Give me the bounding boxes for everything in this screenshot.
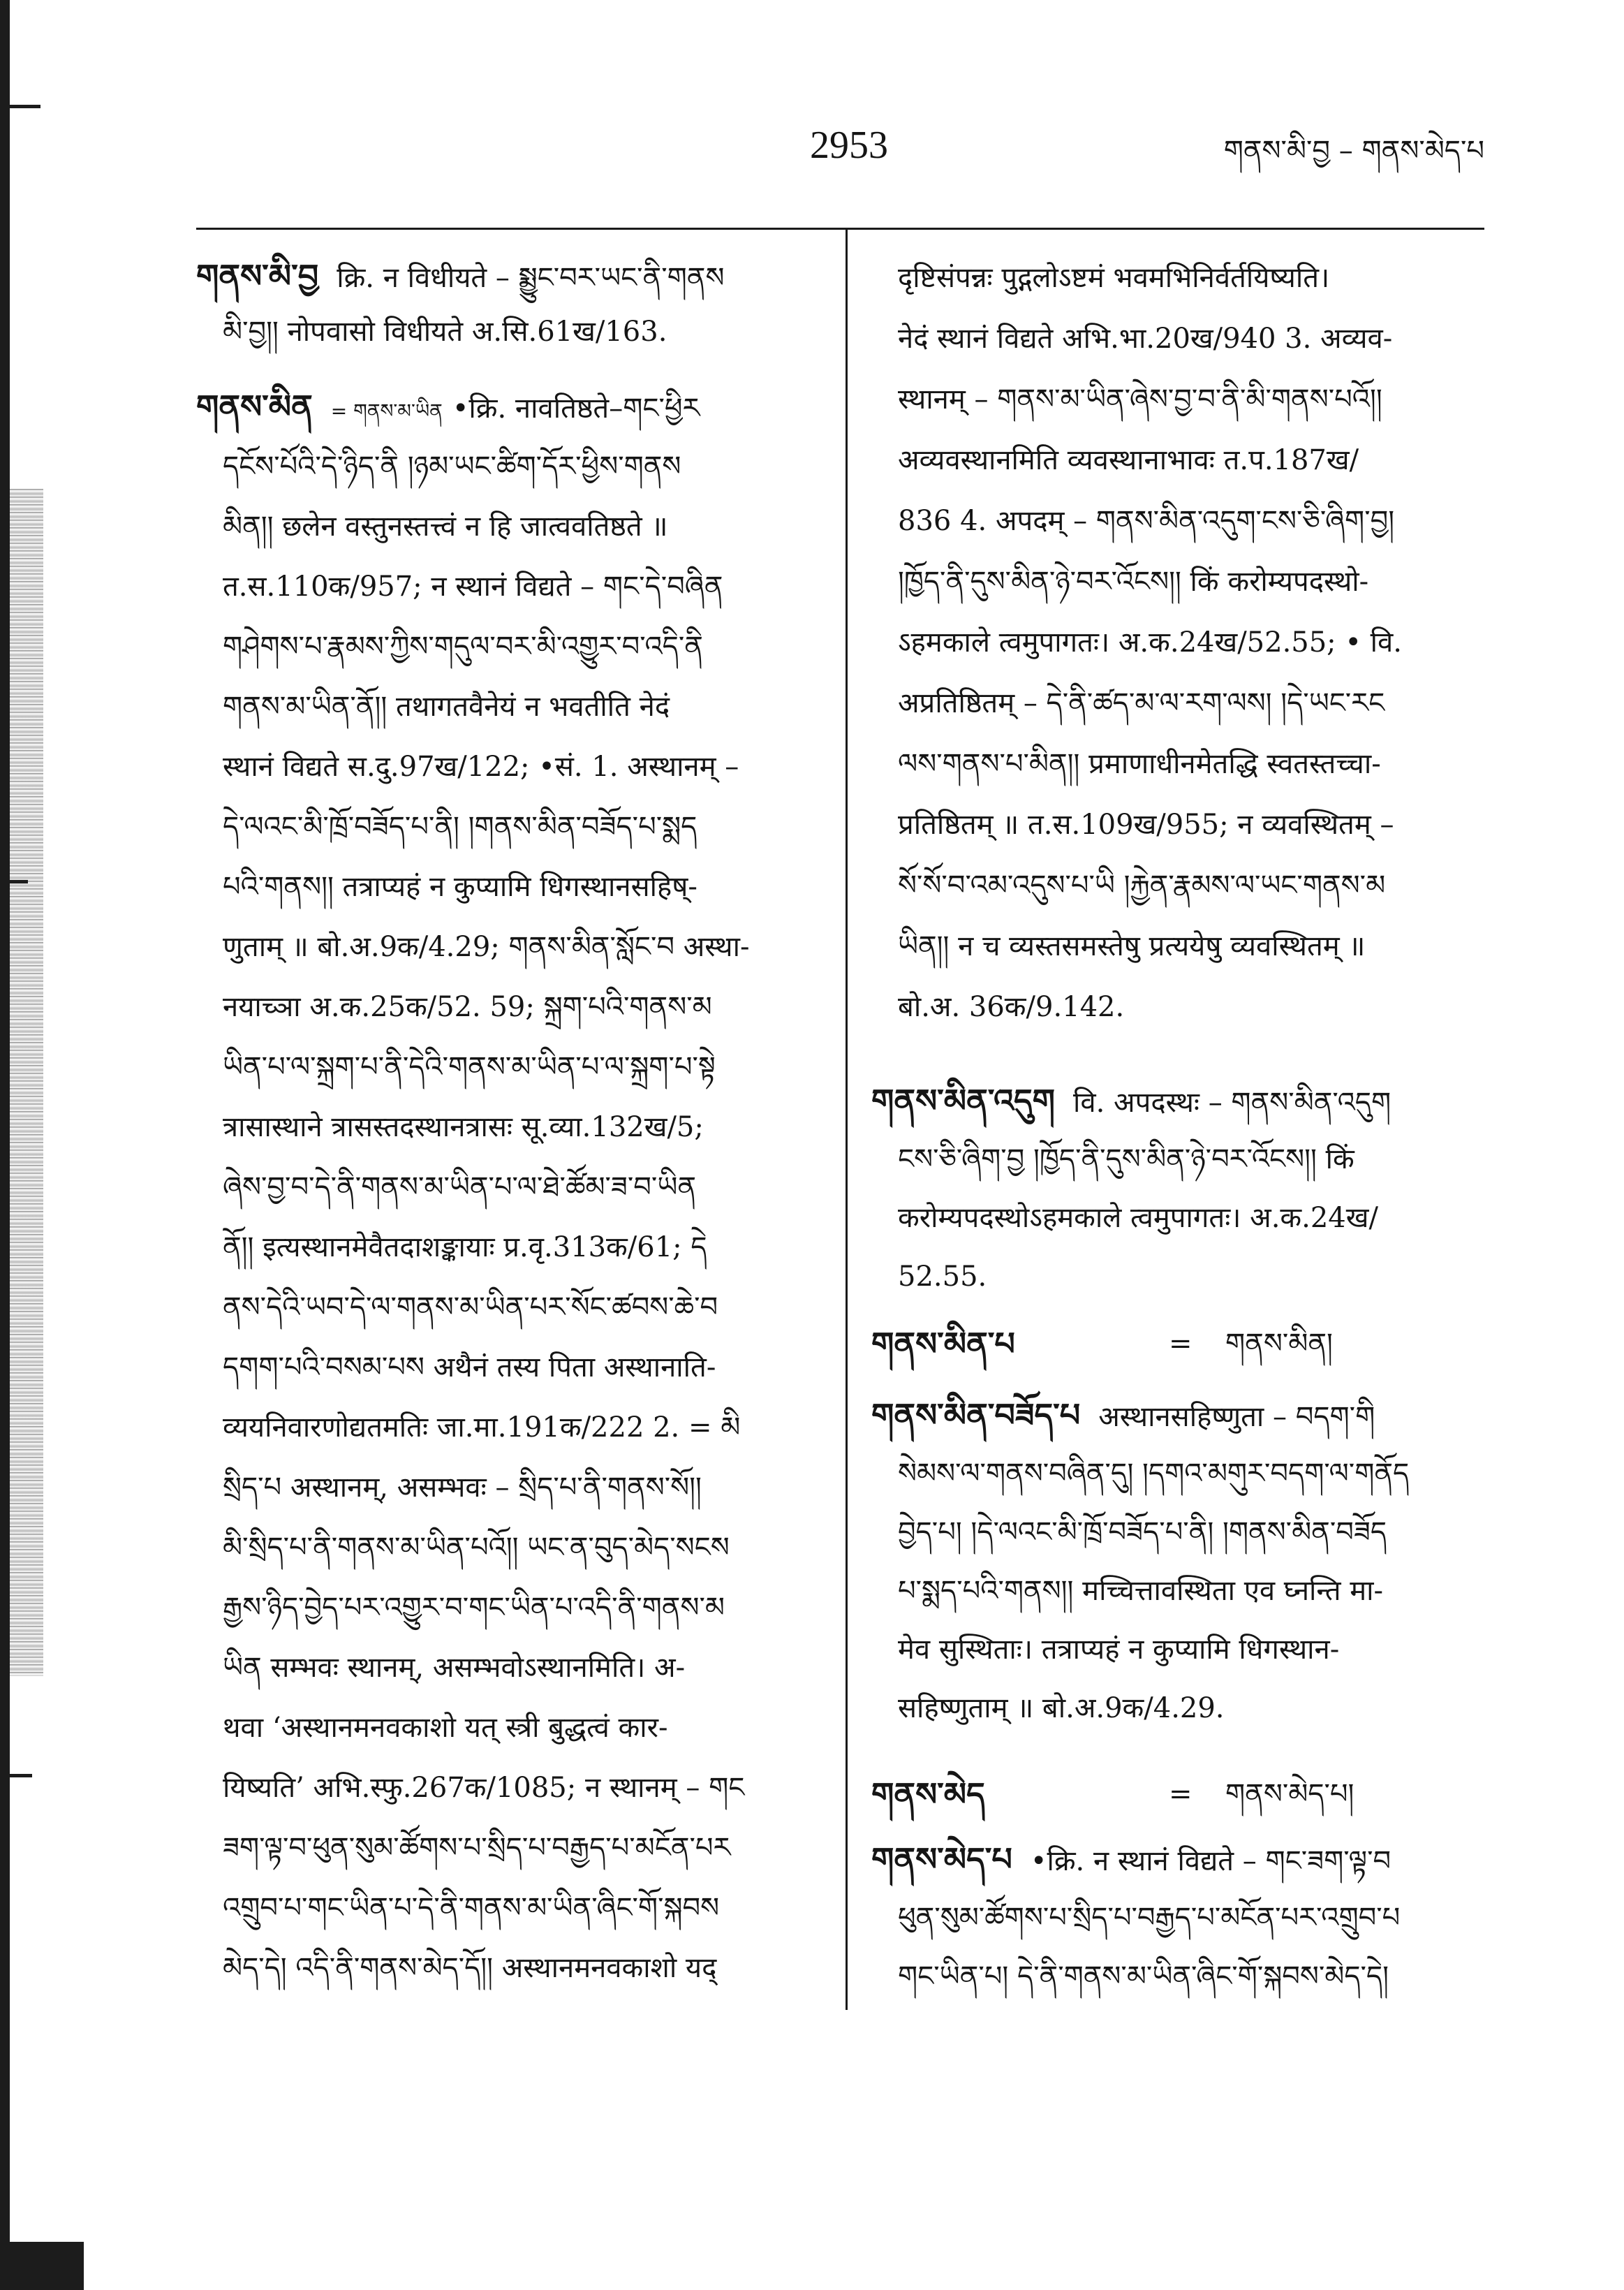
headword: གནས་མིན [196,388,313,425]
entry-line: मेव सुस्थिताः। तत्राप्यहं न कुप्यामि धिगस्थान- [898,1634,1340,1666]
scan-tick [0,880,28,883]
left-column [196,248,828,1998]
entry-continuation [871,248,1486,1038]
synonym-note: = གནས་མ་ཡིན [330,399,443,423]
definition-text: •क्रि. नावतिष्ठते–གང་ཕྱིར [452,392,700,425]
dictionary-entry [871,1830,1486,2006]
entry-line: सहिष्णुताम् ॥ बो.अ.9क/4.29. [898,1692,1225,1724]
dictionary-entry [871,1071,1486,1306]
entry-line: ལས་གནས་པ་མིན།། प्रमाणाधीनमेतद्धि स्वतस्तच्चा- [898,748,1381,780]
entry-line: ཡིན།། न च व्यस्तसमस्तेषु प्रत्ययेषु व्यवस्थितम् ॥ [898,930,1366,962]
headword: གནས་མེད་པ [871,1840,1012,1878]
entry-line: པའི་གནས།། तत्राप्यहं न कुप्यामि धिगस्थानसहिष्- [223,871,697,903]
entry-line: करोम्यपदस्थोऽहमकाले त्वमुपागतः। अ.क.24ख/ [898,1202,1378,1234]
entry-first-line [871,1830,1486,1888]
entry-line: त.स.110क/957; न स्थानं विद्यते – གང་དེ་བཞིན [223,571,723,603]
guide-words: གནས་མི་བྱ – གནས་མེད་པ [1223,135,1484,167]
entry-line: 836 4. अपदम् – གནས་མིན་འདུག་ངས་ཅི་ཞིག་བྱ། [898,505,1395,537]
entry-first-line [871,1386,1486,1444]
entry-line: ऽहमकाले त्वमुपागतः। अ.क.24ख/52.55; • वि. [898,626,1403,659]
dictionary-entry [196,248,828,360]
entry-line: ཞེས་བྱ་བ་དེ་ནི་གནས་མ་ཡིན་པ་ལ་ཐེ་ཚོམ་ཟ་བ་ཡིན [223,1171,696,1203]
entry-line: ཡིན सम्भवः स्थानम्, असम्भवोऽस्थानमिति। अ- [223,1652,686,1684]
entry-line: ངས་ཅི་ཞིག་བྱ །ཁྱོད་ནི་དུས་མིན་ཉེ་བར་འོངས།། किं [898,1143,1354,1175]
entry-line: बो.अ. 36क/9.142. [898,991,1125,1023]
headword: གནས་མིན་བཟོད་པ [871,1396,1081,1434]
entry-line: བྱེད་པ། །དེ་ལའང་མི་ཁྲོ་བཟོད་པ་ནི། །གནས་མིན་བཟོད [898,1516,1387,1548]
cross-reference [871,1314,1486,1373]
header-rule [196,228,1484,230]
entry-line: དེ་ལའང་མི་ཁྲོ་བཟོད་པ་ནི། །གནས་མིན་བཟོད་པ་སྨད [223,811,697,843]
scan-edge [0,0,10,2290]
entry-first-line [196,248,828,304]
entry-line: ཡིན་པ་ལ་སྐྲག་པ་ནི་དེའི་གནས་མ་ཡིན་པ་ལ་སྐྲག་པ་སྟེ [223,1051,716,1083]
entry-line: སེམས་ལ་གནས་བཞིན་དུ། །དགའ་མགུར་བདག་ལ་གནོད [898,1458,1410,1490]
equals-sign: = [1169,1328,1193,1360]
entry-line: འགྲུབ་པ་གང་ཡིན་པ་དེ་ནི་གནས་མ་ཡིན་ཞིང་གོ་སྐབས [223,1892,720,1924]
dictionary-entry [871,1386,1486,1738]
entry-line: नयाच्ञा अ.क.25क/52. 59; སྐྲག་པའི་གནས་མ [223,991,712,1023]
entry-line: प्रतिष्ठितम् ॥ त.स.109ख/955; न व्यवस्थितम् – [898,809,1394,841]
definition-text: क्रि. न विधीयते – སྨྱུང་བར་ཡང་ནི་གནས [337,262,725,294]
entry-line: थवा ‘अस्थानमनवकाशो यत् स्त्री बुद्धत्वं कार- [223,1712,668,1744]
entry-line: གཤེགས་པ་རྣམས་ཀྱིས་གདུལ་བར་མི་འགྱུར་བ་འདི་ནི [223,631,703,663]
entry-line: གནས་མ་ཡིན་ནོ།། तथागतवैनेयं न भवतीति नेदं [223,691,670,723]
entry-line: 52.55. [898,1261,987,1293]
headword: གནས་མིན་པ [871,1325,1015,1363]
headword: གནས་མིན་འདུག [871,1082,1056,1120]
see-target: གནས་མིན། [1225,1328,1333,1360]
entry-first-line [871,1071,1486,1130]
entry-line: अप्रतिष्ठितम् – དེ་ནི་ཚད་མ་ལ་རག་ལས། །དེ་ཡང་རང [898,687,1385,719]
definition-text: अस्थानसहिष्णुता – བདག་གི [1098,1401,1375,1433]
entry-line: མིན།། छलेन वस्तुनस्तत्त्वं न हि जात्ववतिष्ठते ॥ [223,511,668,543]
scan-speckle [10,489,43,1676]
entry-line: མེད་དེ། འདི་ནི་གནས་མེད་དོ།། अस्थानमनवकाशो यद् [223,1952,717,1984]
entry-line: གང་ཡིན་པ། དེ་ནི་གནས་མ་ཡིན་ཞིང་གོ་སྐབས་མེད་དེ། [898,1960,1389,1992]
entry-line: རྒྱས་ཉིད་བྱེད་པར་འགྱུར་བ་གང་ཡིན་པ་འདི་ནི་གནས་མ [223,1592,725,1624]
entry-line: མི་སྲིད་པ་ནི་གནས་མ་ཡིན་པའོ།། ཡང་ན་བུད་མེད་སངས [223,1532,730,1564]
entry-line: ནོ།། इत्यस्थानमेवैतदाशङ्कायाः प्र.वृ.313क/61; དེ [223,1231,707,1263]
headword: གནས་མེད [871,1775,985,1813]
entry-line: णुताम् ॥ बो.अ.9क/4.29; གནས་མིན་སློང་བ अस्था- [223,931,750,963]
equals-sign: = [1169,1778,1193,1810]
scan-tick [0,105,40,108]
entry-line: दृष्टिसंपन्नः पुद्गलोऽष्टमं भवमभिनिर्वर्तयिष्यति। [898,262,1330,294]
column-divider [846,228,848,2010]
entry-line: དངོས་པོའི་དེ་ཉིད་ནི །ཉམ་ཡང་ཚིག་དོར་ཕྱིས་གནས [223,450,681,483]
entry-line: པ་སྨད་པའི་གནས།། मच्चित्तावस्थिता एव घ्नन्ति मा- [898,1575,1384,1607]
dictionary-entry [196,376,828,1998]
entry-line: अव्यवस्थानमिति व्यवस्थानाभावः त.प.187ख/ [898,444,1359,476]
entry-line: स्थानम् – གནས་མ་ཡིན་ཞེས་བྱ་བ་ནི་མི་གནས་པའོ།། [898,383,1382,416]
scan-blob [0,2242,84,2290]
headword: གནས་མི་བྱ [196,257,319,295]
entry-first-line [196,376,828,436]
definition-text: •क्रि. न स्थानं विद्यते – གང་ཟག་ལྟ་བ [1030,1845,1392,1877]
page-number: 2953 [810,124,888,167]
entry-line: स्थानं विद्यते स.दु.97ख/122; •सं. 1. अस्थानम् – [223,751,739,783]
entry-line: མི་བྱ།། नोपवासो विधीयते अ.सि.61ख/163. [223,316,667,348]
right-column [871,248,1486,2006]
entry-line: སོ་སོ་བ་འམ་འདུས་པ་ཡི །རྐྱེན་རྣམས་ལ་ཡང་གནས་མ [898,869,1386,902]
entry-line: व्ययनिवारणोद्यतमतिः जा.मा.191क/222 2. = མི [223,1411,741,1444]
scan-tick [0,1774,32,1777]
definition-text: वि. अपदस्थः – གནས་མིན་འདུག [1073,1087,1392,1119]
entry-line: त्रासास्थाने त्रासस्तदस्थानत्रासः सू.व्या.132ख/5; [223,1111,704,1143]
entry-line: ཟག་ལྟ་བ་ཕུན་སུམ་ཚོགས་པ་སྲིད་པ་བརྒྱད་པ་མངོན་པར [223,1832,731,1864]
entry-line: །ཁྱོད་ནི་དུས་མིན་ཉེ་བར་འོངས།། किं करोम्यपदस्थो- [898,566,1369,598]
entry-line: སྲིད་པ अस्थानम्, असम्भवः – སྲིད་པ་ནི་གནས་སོ།། [223,1471,702,1504]
entry-line: नेदं स्थानं विद्यते अभि.भा.20ख/940 3. अव्यव- [898,323,1393,355]
entry-line: ཕུན་སུམ་ཚོགས་པ་སྲིད་པ་བརྒྱད་པ་མངོན་པར་འགྲུབ་པ [898,1902,1401,1934]
cross-reference [871,1765,1486,1823]
entry-line: དགག་པའི་བསམ་པས अथैनं तस्य पिता अस्थानाति- [223,1351,716,1383]
entry-line: यिष्यति’ अभि.स्फु.267क/1085; न स्थानम् – གང [223,1772,745,1804]
see-target: གནས་མེད་པ། [1225,1778,1354,1810]
entry-line: ནས་དེའི་ཡབ་དེ་ལ་གནས་མ་ཡིན་པར་སོང་ཚབས་ཆེ་བ [223,1291,718,1323]
